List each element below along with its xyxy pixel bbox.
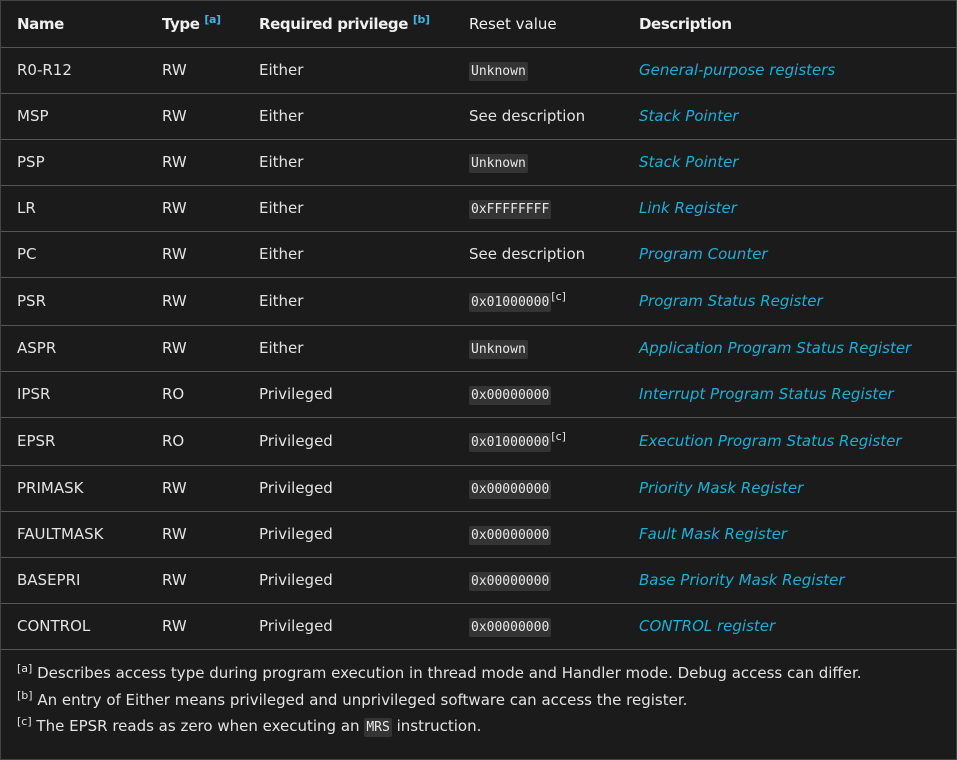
cell-description bbox=[623, 465, 956, 511]
cell-name: PSP bbox=[1, 139, 146, 185]
footnote-text: An entry of Either means privileged and unprivileged software can access the register. bbox=[37, 690, 688, 709]
reset-value: Unknown bbox=[471, 64, 526, 79]
table-row bbox=[1, 511, 956, 557]
description-link[interactable]: Program Status Register bbox=[639, 292, 823, 310]
reset-value: 0x00000000 bbox=[471, 482, 550, 497]
cell-name: BASEPRI bbox=[1, 557, 146, 603]
footnote-b bbox=[17, 687, 956, 714]
footnote-ref-a[interactable]: [a] bbox=[204, 12, 221, 26]
footnotes bbox=[1, 649, 956, 740]
header-reset: Reset value bbox=[469, 14, 557, 33]
code-mrs: MRS bbox=[366, 720, 390, 735]
cell-reset bbox=[453, 93, 623, 139]
reset-value: Unknown bbox=[471, 342, 526, 357]
description-link[interactable]: Execution Program Status Register bbox=[639, 432, 902, 450]
cell-privilege: Either bbox=[243, 231, 453, 277]
cell-type: RW bbox=[146, 511, 243, 557]
cell-name: ASPR bbox=[1, 325, 146, 371]
cell-reset bbox=[453, 417, 623, 465]
cell-privilege: Either bbox=[243, 325, 453, 371]
reset-value: 0x00000000 bbox=[471, 574, 550, 589]
cell-name: PRIMASK bbox=[1, 465, 146, 511]
footnote-c bbox=[17, 713, 956, 740]
header-name: Name bbox=[17, 14, 64, 33]
description-link[interactable]: Stack Pointer bbox=[639, 153, 739, 171]
table-row bbox=[1, 231, 956, 277]
reset-value: 0xFFFFFFFF bbox=[471, 202, 550, 217]
cell-reset bbox=[453, 231, 623, 277]
footnote-text: The EPSR reads as zero when executing an bbox=[36, 717, 360, 735]
cell-type: RW bbox=[146, 325, 243, 371]
cell-type: RW bbox=[146, 139, 243, 185]
cell-type: RW bbox=[146, 93, 243, 139]
header-privilege: Required privilege [b] bbox=[259, 12, 430, 33]
cell-description bbox=[623, 93, 956, 139]
footnote-mark: [c] bbox=[17, 715, 32, 728]
cell-description bbox=[623, 325, 956, 371]
description-link[interactable]: Priority Mask Register bbox=[639, 479, 804, 497]
table-row bbox=[1, 557, 956, 603]
footnote-ref-b[interactable]: [b] bbox=[412, 12, 430, 26]
cell-reset bbox=[453, 325, 623, 371]
table-row bbox=[1, 325, 956, 371]
cell-type: RW bbox=[146, 47, 243, 93]
cell-reset bbox=[453, 557, 623, 603]
table-row bbox=[1, 465, 956, 511]
cell-reset bbox=[453, 139, 623, 185]
footnote-text: Describes access type during program execution in thread mode and Handler mode. Debug access can differ. bbox=[37, 664, 862, 682]
cell-privilege: Either bbox=[243, 93, 453, 139]
reset-value: 0x00000000 bbox=[471, 528, 550, 543]
footnote-a bbox=[17, 660, 956, 687]
description-link[interactable]: Fault Mask Register bbox=[639, 525, 787, 543]
cell-reset bbox=[453, 47, 623, 93]
table-row bbox=[1, 47, 956, 93]
cell-name: FAULTMASK bbox=[1, 511, 146, 557]
cell-privilege: Privileged bbox=[243, 417, 453, 465]
cell-reset bbox=[453, 185, 623, 231]
cell-description bbox=[623, 277, 956, 325]
cell-privilege: Privileged bbox=[243, 511, 453, 557]
cell-reset bbox=[453, 371, 623, 417]
reset-value: Unknown bbox=[471, 156, 526, 171]
description-link[interactable]: Program Counter bbox=[639, 245, 768, 263]
cell-name: MSP bbox=[1, 93, 146, 139]
table-row bbox=[1, 277, 956, 325]
cell-privilege: Either bbox=[243, 139, 453, 185]
footnote-ref-c[interactable]: [c] bbox=[551, 430, 566, 443]
cell-name: CONTROL bbox=[1, 603, 146, 649]
table-header-row bbox=[1, 1, 956, 47]
table-row bbox=[1, 371, 956, 417]
cell-privilege: Privileged bbox=[243, 557, 453, 603]
description-link[interactable]: Base Priority Mask Register bbox=[639, 571, 845, 589]
cell-description bbox=[623, 185, 956, 231]
description-link[interactable]: General-purpose registers bbox=[639, 61, 836, 79]
reset-value: 0x00000000 bbox=[471, 388, 550, 403]
cell-type: RO bbox=[146, 417, 243, 465]
reset-value: 0x01000000 bbox=[471, 435, 550, 450]
cell-type: RO bbox=[146, 371, 243, 417]
description-link[interactable]: CONTROL register bbox=[639, 617, 776, 636]
cell-privilege: Privileged bbox=[243, 371, 453, 417]
description-link[interactable]: Link Register bbox=[639, 199, 737, 217]
cell-type: RW bbox=[146, 277, 243, 325]
cell-name: LR bbox=[1, 185, 146, 231]
description-link[interactable]: Application Program Status Register bbox=[639, 339, 912, 357]
footnote-ref-c[interactable]: [c] bbox=[551, 290, 566, 303]
table-row bbox=[1, 139, 956, 185]
header-description: Description bbox=[639, 14, 732, 33]
reset-value: 0x01000000 bbox=[471, 295, 550, 310]
table-row bbox=[1, 417, 956, 465]
cell-privilege: Privileged bbox=[243, 603, 453, 649]
header-type: Type [a] bbox=[162, 12, 221, 33]
cell-reset bbox=[453, 277, 623, 325]
cell-name: R0-R12 bbox=[1, 47, 146, 93]
cell-name: PSR bbox=[1, 277, 146, 325]
table-row bbox=[1, 603, 956, 649]
reset-value: See description bbox=[469, 245, 586, 263]
cell-description bbox=[623, 417, 956, 465]
cell-type: RW bbox=[146, 185, 243, 231]
cell-type: RW bbox=[146, 557, 243, 603]
cell-privilege: Either bbox=[243, 185, 453, 231]
cell-description bbox=[623, 139, 956, 185]
cell-description bbox=[623, 371, 956, 417]
register-table bbox=[1, 1, 956, 649]
reset-value: See description bbox=[469, 107, 586, 125]
cell-description bbox=[623, 603, 956, 649]
cell-description bbox=[623, 47, 956, 93]
footnote-text: instruction. bbox=[396, 717, 482, 735]
cell-description bbox=[623, 557, 956, 603]
table-row bbox=[1, 185, 956, 231]
description-link[interactable]: Stack Pointer bbox=[639, 107, 739, 125]
cell-name: PC bbox=[1, 231, 146, 277]
cell-reset bbox=[453, 603, 623, 649]
reset-value: 0x00000000 bbox=[471, 620, 550, 636]
cell-type: RW bbox=[146, 231, 243, 277]
cell-reset bbox=[453, 511, 623, 557]
cell-type: RW bbox=[146, 465, 243, 511]
cell-reset bbox=[453, 465, 623, 511]
table-row bbox=[1, 93, 956, 139]
cell-description bbox=[623, 231, 956, 277]
description-link[interactable]: Interrupt Program Status Register bbox=[639, 385, 894, 403]
cell-description bbox=[623, 511, 956, 557]
cell-type: RW bbox=[146, 603, 243, 649]
cell-name: IPSR bbox=[1, 371, 146, 417]
cell-privilege: Either bbox=[243, 47, 453, 93]
footnote-mark: [b] bbox=[17, 688, 33, 702]
footnote-mark: [a] bbox=[17, 662, 33, 675]
cell-privilege: Privileged bbox=[243, 465, 453, 511]
cell-name: EPSR bbox=[1, 417, 146, 465]
cell-privilege: Either bbox=[243, 277, 453, 325]
